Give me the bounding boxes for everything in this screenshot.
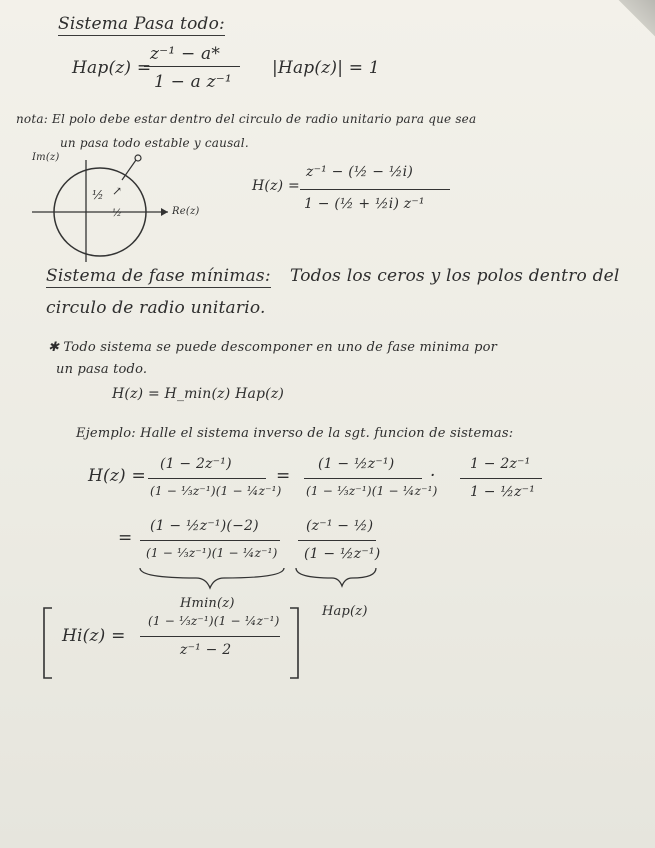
- heading: Sistema Pasa todo:: [58, 14, 225, 34]
- exercise-eq2-den2: (1 − ½z⁻¹): [304, 546, 381, 562]
- exercise-eq1-bar2: [304, 478, 422, 479]
- min-phase-text-1: Todos los ceros y los polos dentro del: [290, 266, 620, 286]
- exercise-eq2-bar2: [298, 540, 376, 541]
- exercise-eq2-num: (1 − ½z⁻¹)(−2): [150, 518, 259, 534]
- note-line-1: nota: El polo debe estar dentro del circulo de radio unitario para que sea: [16, 112, 477, 126]
- exercise-eq1-num3: 1 − 2z⁻¹: [470, 456, 531, 472]
- example-h-fraction-bar: [300, 189, 450, 190]
- underbrace: [136, 566, 386, 596]
- hap-magnitude: |Hap(z)| = 1: [272, 58, 380, 78]
- exercise-eq1-lhs: H(z) =: [88, 466, 146, 486]
- exercise-eq2-den: (1 − ⅓z⁻¹)(1 − ¼z⁻¹): [146, 546, 278, 560]
- pole-marker: ↗: [112, 184, 123, 198]
- example-h-denominator: 1 − (½ + ½i) z⁻¹: [304, 196, 425, 212]
- exercise-eq1-num: (1 − 2z⁻¹): [160, 456, 232, 472]
- exercise-eq1-bar: [148, 478, 266, 479]
- example-h-lhs: H(z) =: [252, 178, 300, 194]
- hap-lhs: Hap(z) =: [72, 58, 152, 78]
- exercise-eq2-bar: [140, 540, 280, 541]
- hap-denominator: 1 − a z⁻¹: [154, 72, 232, 92]
- hmin-label: Hmin(z): [180, 596, 235, 611]
- exercise-prompt: Ejemplo: Halle el sistema inverso de la sgt. funcion de sistemas:: [76, 426, 514, 441]
- exercise-eq1-den3: 1 − ½z⁻¹: [470, 484, 536, 500]
- quadrant-1-label: ½: [92, 188, 104, 202]
- exercise-eq1-den2: (1 − ⅓z⁻¹)(1 − ¼z⁻¹): [306, 484, 438, 498]
- exercise-eq2-num2: (z⁻¹ − ½): [306, 518, 374, 534]
- quadrant-4-label: ½: [112, 208, 122, 219]
- decompose-line-2: un pasa todo.: [56, 362, 148, 377]
- inverse-fraction-bar: [140, 636, 280, 637]
- decompose-line-1: ✱ Todo sistema se puede descomponer en uno de fase minima por: [48, 340, 498, 355]
- exercise-eq1-bar3: [460, 478, 542, 479]
- inverse-denominator: z⁻¹ − 2: [180, 642, 232, 658]
- min-phase-title: Sistema de fase mínimas:: [46, 266, 271, 286]
- real-axis-label: Re(z): [172, 206, 200, 217]
- note-line-2: un pasa todo estable y causal.: [60, 136, 249, 150]
- imaginary-axis-label: Im(z): [32, 152, 60, 163]
- exercise-eq2-equals: =: [118, 528, 133, 548]
- inverse-lhs: Hi(z) =: [62, 626, 126, 646]
- decompose-formula: H(z) = H_min(z) Hap(z): [112, 386, 285, 402]
- exercise-eq1-equals: =: [276, 466, 291, 486]
- hap-label: Hap(z): [322, 604, 368, 619]
- exercise-eq1-den: (1 − ⅓z⁻¹)(1 − ¼z⁻¹): [150, 484, 282, 498]
- min-phase-text-2: circulo de radio unitario.: [46, 298, 266, 318]
- exercise-eq1-num2: (1 − ½z⁻¹): [318, 456, 395, 472]
- hap-numerator: z⁻¹ − a*: [150, 44, 221, 64]
- exercise-eq1-dot: ·: [430, 466, 436, 486]
- folded-corner: [615, 0, 655, 40]
- hap-fraction-bar: [144, 66, 240, 67]
- inverse-numerator: (1 − ⅓z⁻¹)(1 − ¼z⁻¹): [148, 614, 280, 628]
- example-h-numerator: z⁻¹ − (½ − ½i): [306, 164, 413, 180]
